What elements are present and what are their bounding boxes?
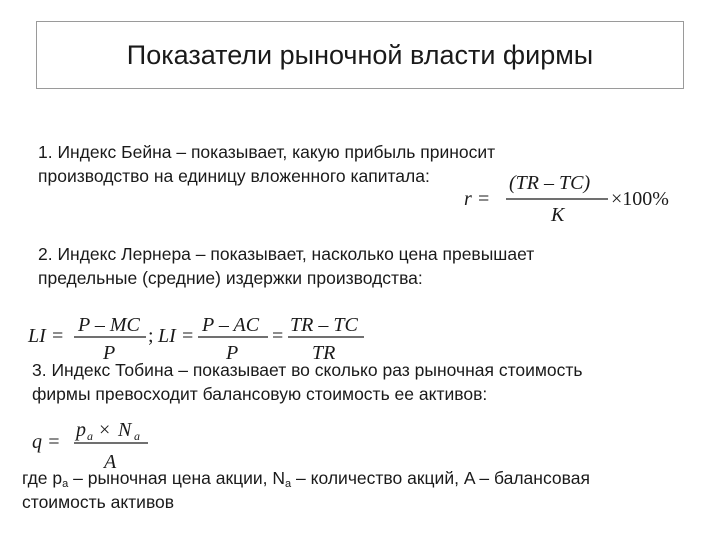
tobin-description	[32, 358, 583, 406]
footnote-sub-1: a	[62, 478, 69, 490]
bain-line-1: 1. Индекс Бейна – показывает, какую прибыль приносит	[38, 142, 496, 162]
lerner-den-3: TR	[312, 342, 336, 364]
lerner-line-1: 2. Индекс Лернера – показывает, насколько цена превышает	[38, 244, 535, 264]
tobin-numerator-times: ×	[99, 419, 111, 441]
tobin-numerator-p: p	[76, 419, 86, 441]
tobin-numerator-p-sub: a	[87, 429, 93, 443]
tobin-numerator-n-sub: a	[134, 429, 140, 443]
bain-denominator: K	[551, 204, 565, 226]
lerner-separator: ;	[148, 325, 154, 347]
lerner-num-1: P – MC	[78, 314, 140, 336]
lerner-equals: =	[272, 325, 284, 347]
lerner-den-2: P	[226, 342, 239, 364]
tobin-line-2: фирмы превосходит балансовую стоимость ее активов:	[32, 384, 488, 404]
bain-lhs: r =	[464, 188, 491, 210]
bain-formula	[460, 168, 700, 230]
footnote-part-3: – количество акций, A – балансовая	[291, 468, 590, 488]
bain-description	[38, 140, 495, 188]
slide-title: Показатели рыночной власти фирмы	[126, 39, 594, 70]
footnote	[22, 466, 590, 514]
tobin-line-1: 3. Индекс Тобина – показывает во сколько раз рыночная стоимость	[32, 360, 583, 380]
lerner-lhs-1: LI =	[28, 325, 65, 347]
bain-multiplier: ×100%	[611, 188, 669, 210]
footnote-part-1: где p	[22, 468, 63, 488]
lerner-line-2: предельные (средние) издержки производства:	[38, 268, 423, 288]
lerner-num-3: TR – TC	[290, 314, 358, 336]
lerner-den-1: P	[103, 342, 116, 364]
tobin-formula	[30, 414, 180, 472]
footnote-part-2: – рыночная цена акции, N	[68, 468, 286, 488]
tobin-numerator-n: N	[118, 419, 132, 441]
tobin-lhs: q =	[32, 431, 61, 453]
bain-line-2: производство на единицу вложенного капитала:	[38, 166, 430, 186]
bain-numerator: (TR – TC)	[509, 172, 591, 194]
lerner-num-2: P – AC	[202, 314, 260, 336]
lerner-lhs-2: LI =	[158, 325, 195, 347]
tobin-denominator: A	[104, 451, 117, 473]
lerner-description	[38, 242, 534, 290]
title-box	[36, 21, 684, 89]
footnote-line-2: стоимость активов	[22, 492, 175, 512]
footnote-line-1	[22, 466, 590, 490]
footnote-sub-2: a	[285, 478, 292, 490]
